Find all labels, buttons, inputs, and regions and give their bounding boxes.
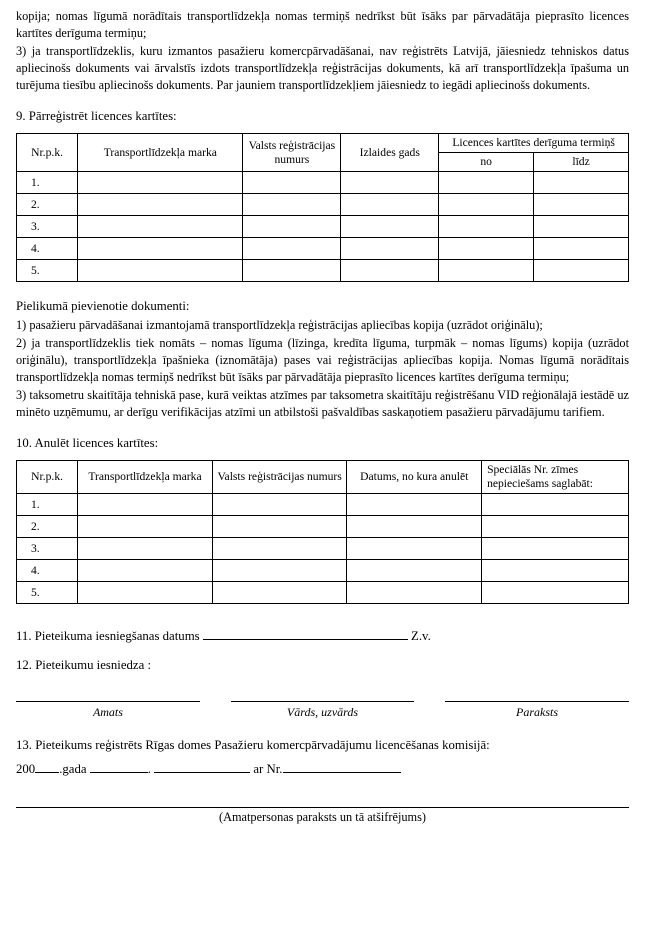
section-10-table-wrap bbox=[16, 460, 629, 604]
cell-marka[interactable] bbox=[78, 538, 213, 560]
section-9-table-wrap bbox=[16, 133, 629, 282]
item-11-suffix: Z.v. bbox=[411, 629, 431, 644]
cell-no[interactable] bbox=[439, 260, 534, 282]
table-row bbox=[17, 260, 629, 282]
cell-datums[interactable] bbox=[347, 582, 482, 604]
table-row bbox=[17, 538, 629, 560]
cell-lidz[interactable] bbox=[534, 260, 629, 282]
section-10-table bbox=[16, 460, 629, 604]
signature-block-amats bbox=[16, 701, 200, 720]
item-13-label: 13. Pieteikums reģistrēts Rīgas domes Pasažieru komercpārvadājumu licencēšanas komisijā: bbox=[16, 738, 490, 753]
item-13-day-field[interactable] bbox=[154, 759, 250, 773]
row-number: 1. bbox=[17, 494, 78, 516]
signature-rule[interactable] bbox=[445, 701, 629, 703]
cell-no[interactable] bbox=[439, 216, 534, 238]
cell-marka[interactable] bbox=[78, 560, 213, 582]
row-number: 5. bbox=[17, 582, 78, 604]
cell-numurs[interactable] bbox=[243, 216, 341, 238]
signature-row bbox=[16, 701, 629, 720]
cell-datums[interactable] bbox=[347, 494, 482, 516]
item-13-year-prefix: 200 bbox=[16, 762, 36, 777]
cell-izlaides-gads[interactable] bbox=[341, 238, 439, 260]
attachments-paragraph-1: 1) pasažieru pārvadāšanai izmantojamā transportlīdzekļa reģistrācijas apliecības kopija (uzrādot oriģinālu); bbox=[16, 318, 543, 333]
cell-zimes[interactable] bbox=[482, 538, 629, 560]
cell-no[interactable] bbox=[439, 238, 534, 260]
row-number: 5. bbox=[17, 260, 78, 282]
attachments-paragraph-3: 3) taksometru skaitītāja tehniskā pase, kurā veiktas atzīmes par taksometra skaitītāju reģistrēšanu VID reģionālajā iestādē uz minēto uzņēmumu, ar derīgu verifikācijas atzīmi un atbilstoši pašvaldības saskaņotiem pasažieru pārvadājumu tarifiem. bbox=[16, 387, 629, 419]
row-number: 3. bbox=[17, 216, 78, 238]
intro-paragraph-1: kopija; nomas līgumā norādītais transportlīdzekļa nomas termiņš nedrīkst būt īsāks par pārvadātāja pieprasīto licences kartītes derīguma termiņu; bbox=[16, 9, 629, 41]
row-number: 4. bbox=[17, 560, 78, 582]
cell-lidz[interactable] bbox=[534, 194, 629, 216]
item-13-nr-label: ar Nr. bbox=[253, 762, 283, 777]
col-numurs: Valsts reģistrācijas numurs bbox=[212, 461, 347, 494]
cell-marka[interactable] bbox=[78, 582, 213, 604]
col-numurs: Valsts reģistrācijas numurs bbox=[243, 134, 341, 172]
cell-lidz[interactable] bbox=[534, 238, 629, 260]
cell-izlaides-gads[interactable] bbox=[341, 260, 439, 282]
cell-marka[interactable] bbox=[78, 260, 243, 282]
item-13-dot: . bbox=[147, 762, 151, 777]
attachments-paragraph-2: 2) ja transportlīdzeklis tiek nomāts – nomas līguma (līzinga, kredīta līguma, turpmāk – nomas līgums) kopija (uzrādot oriģinālu), transportlīdzekļa īpašnieka (iznomātāja) pases vai reģistrācijas apliecības kopija. Nomas līgumā norādītais transportlīdzekļa nomas termiņš nedrīkst būt īsāks par pārvadātāja pieprasīto licences kartītes derīguma termiņu; bbox=[16, 335, 629, 385]
col-lidz: līdz bbox=[534, 153, 629, 172]
footer-caption: (Amatpersonas paraksts un tā atšifrējums) bbox=[219, 810, 426, 825]
item-13-year-field[interactable] bbox=[35, 759, 59, 773]
cell-datums[interactable] bbox=[347, 516, 482, 538]
cell-numurs[interactable] bbox=[212, 582, 347, 604]
cell-datums[interactable] bbox=[347, 538, 482, 560]
row-number: 1. bbox=[17, 172, 78, 194]
cell-numurs[interactable] bbox=[212, 516, 347, 538]
cell-zimes[interactable] bbox=[482, 560, 629, 582]
attachments-heading: Pielikumā pievienotie dokumenti: bbox=[16, 299, 190, 314]
signature-label: Vārds, uzvārds bbox=[286, 705, 359, 720]
cell-izlaides-gads[interactable] bbox=[341, 194, 439, 216]
table-row bbox=[17, 172, 629, 194]
col-no: no bbox=[439, 153, 534, 172]
footer-rule bbox=[16, 807, 629, 808]
cell-numurs[interactable] bbox=[243, 194, 341, 216]
col-derigums: Licences kartītes derīguma termiņš bbox=[439, 134, 629, 153]
item-13-fields bbox=[16, 759, 629, 779]
table-row bbox=[17, 560, 629, 582]
item-13-month-field[interactable] bbox=[90, 759, 148, 773]
item-13-year-suffix: .gada bbox=[59, 762, 87, 777]
col-marka: Transportlīdzekļa marka bbox=[78, 134, 243, 172]
item-11-date-field[interactable] bbox=[203, 626, 408, 640]
cell-numurs[interactable] bbox=[243, 238, 341, 260]
cell-marka[interactable] bbox=[78, 516, 213, 538]
cell-zimes[interactable] bbox=[482, 494, 629, 516]
section-10-heading: 10. Anulēt licences kartītes: bbox=[16, 436, 159, 451]
col-datums: Datums, no kura anulēt bbox=[347, 461, 482, 494]
item-11-line bbox=[16, 626, 629, 646]
cell-datums[interactable] bbox=[347, 560, 482, 582]
cell-marka[interactable] bbox=[78, 494, 213, 516]
item-12-label: 12. Pieteikumu iesniedza : bbox=[16, 658, 152, 673]
table-row bbox=[17, 194, 629, 216]
cell-marka[interactable] bbox=[78, 194, 243, 216]
signature-rule[interactable] bbox=[16, 701, 200, 703]
cell-no[interactable] bbox=[439, 194, 534, 216]
row-number: 4. bbox=[17, 238, 78, 260]
cell-marka[interactable] bbox=[78, 172, 243, 194]
col-izlaides-gads: Izlaides gads bbox=[341, 134, 439, 172]
cell-marka[interactable] bbox=[78, 238, 243, 260]
cell-zimes[interactable] bbox=[482, 516, 629, 538]
col-zimes: Speciālās Nr. zīmes nepieciešams saglabāt: bbox=[482, 461, 629, 494]
row-number: 3. bbox=[17, 538, 78, 560]
signature-rule[interactable] bbox=[231, 701, 415, 703]
cell-numurs[interactable] bbox=[243, 260, 341, 282]
item-11-label: 11. Pieteikuma iesniegšanas datums bbox=[16, 629, 200, 644]
section-9-table bbox=[16, 133, 629, 282]
col-nr: Nr.p.k. bbox=[17, 134, 78, 172]
cell-numurs[interactable] bbox=[212, 538, 347, 560]
cell-numurs[interactable] bbox=[212, 560, 347, 582]
table-row bbox=[17, 582, 629, 604]
item-13-nr-field[interactable] bbox=[283, 759, 401, 773]
col-nr: Nr.p.k. bbox=[17, 461, 78, 494]
cell-lidz[interactable] bbox=[534, 172, 629, 194]
signature-block-paraksts bbox=[445, 701, 629, 720]
table-row bbox=[17, 238, 629, 260]
table-row bbox=[17, 494, 629, 516]
cell-izlaides-gads[interactable] bbox=[341, 216, 439, 238]
signature-label: Amats bbox=[92, 705, 123, 720]
signature-label: Paraksts bbox=[516, 705, 559, 720]
row-number: 2. bbox=[17, 516, 78, 538]
cell-zimes[interactable] bbox=[482, 582, 629, 604]
cell-no[interactable] bbox=[439, 172, 534, 194]
cell-lidz[interactable] bbox=[534, 216, 629, 238]
table-header-row bbox=[17, 461, 629, 494]
cell-numurs[interactable] bbox=[243, 172, 341, 194]
cell-numurs[interactable] bbox=[212, 494, 347, 516]
col-marka: Transportlīdzekļa marka bbox=[78, 461, 213, 494]
table-row bbox=[17, 216, 629, 238]
cell-izlaides-gads[interactable] bbox=[341, 172, 439, 194]
intro-paragraph-2: 3) ja transportlīdzeklis, kuru izmantos pasažieru komercpārvadāšanai, nav reģistrēts Latvijā, jāiesniedz tehniskos datus apliecinošs dokuments vai ārvalstīs izdots transportlīdzekļa reģistrācijas dokuments, kā arī transportlīdzekļa īpašuma un turējuma tiesību apliecinošs dokuments. Par jauniem transportlīdzekļiem jāiesniedz to iegādi apliecinošs dokuments. bbox=[16, 43, 629, 93]
cell-marka[interactable] bbox=[78, 216, 243, 238]
table-row bbox=[17, 516, 629, 538]
signature-block-vards bbox=[231, 701, 415, 720]
table-header-row bbox=[17, 134, 629, 153]
row-number: 2. bbox=[17, 194, 78, 216]
section-9-heading: 9. Pārreģistrēt licences kartītes: bbox=[16, 109, 177, 124]
